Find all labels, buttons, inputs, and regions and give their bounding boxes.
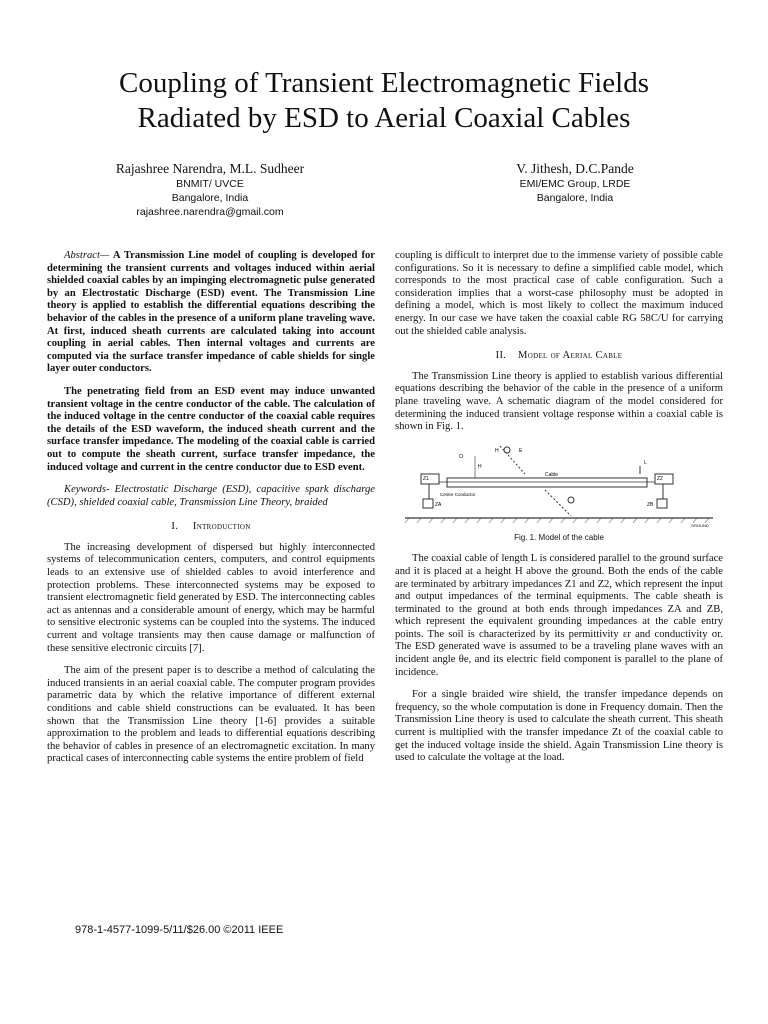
abstract-label: Abstract—: [64, 250, 110, 261]
cable-diagram: [395, 444, 725, 530]
origin-label: O: [459, 453, 463, 460]
section-number: II.: [495, 350, 507, 362]
h-field-top-icon: [504, 447, 510, 453]
za-label: ZA: [435, 501, 442, 508]
za-box: [423, 499, 433, 508]
z1-label: Z1: [423, 475, 429, 482]
abstract-paragraph-2: The penetrating field from an ESD event may induce unwanted transient voltage in the centre conductor of the cable. The calculation of the induced voltage in the centre conductor of the coaxial cable requires the details of the ESD waveform, the induced sheath current and the surface transfer impedance. The modeling of the coaxial cable is carried out to compute the sheath current, surface transfer impedance, the induced voltage and current in the centre conductor due to ESD event.: [47, 385, 375, 473]
right-column: [395, 250, 723, 775]
abstract: [47, 250, 375, 376]
cable-label: Cable: [545, 471, 559, 478]
zb-label: ZB: [647, 501, 654, 508]
intro-paragraph-2: The aim of the present paper is to describe a method of calculating the induced transients in an aerial coaxial cable. The computer program provides parametric data by which the relative importance of different external conditions and cable shield constructions can be evaluated. It has been shown that the Transmission Line theory [1-6] provides a suitable approximation to the problem and leads to differential equations describing the behavior of cables in presence of an electromagnetic excitation. In many practical cases of interconnecting cable systems the entire problem of field: [47, 665, 375, 765]
title-line-2: Radiated by ESD to Aerial Coaxial Cables: [137, 102, 631, 134]
author-affiliation: BNMIT/ UVCE: [176, 178, 244, 190]
author-affiliation: EMI/EMC Group, LRDE: [519, 178, 631, 190]
figure-cable-model: [395, 444, 725, 530]
evec-label: E: [519, 447, 523, 454]
hvec-label: H: [495, 447, 499, 454]
left-column: [47, 250, 375, 776]
author-block-2: [455, 160, 695, 205]
incident-wave-bottom: [545, 490, 571, 516]
copyright-footer: 978-1-4577-1099-5/11/$26.00 ©2011 IEEE: [75, 924, 284, 936]
author-names: V. Jithesh, D.C.Pande: [516, 161, 634, 176]
abstract-text: A Transmission Line model of coupling is developed for determining the transient currents and voltages induced within aerial shielded coaxial cables by an impinging electromagnetic pulse generated by an Electrostatic Discharge (ESD) event. The Transmission Line theory is applied to establish the differential equations describing the behavior of the cables in the presence of a uniform plane traveling wave. At first, induced sheath currents are calculated taking into account coupling in aerial cables. Then internal voltages and currents are computed via the surface transfer impedance of cable shields for single layer outer conductors.: [47, 250, 375, 375]
length-label: L: [644, 459, 647, 466]
model-paragraph-1: The Transmission Line theory is applied to establish various differential equations describing the behavior of the cable in the presence of a uniform plane traveling wave. A schematic diagram of the model considered for determining the induced transient voltage response within a coaxial cable is shown in Fig. 1.: [395, 370, 723, 433]
model-paragraph-3: For a single braided wire shield, the transfer impedance depends on frequency, so the whole computation is done in Frequency domain. Then the Transmission Line theory is used to calculate the sheath current. This sheath current is multiplied with the transfer impedance Zt of the coaxial cable to get the induced voltage inside the shield. Again Transmission Line theory is used to calculate the voltage at the load.: [395, 689, 723, 764]
ground-hatch: [405, 518, 709, 523]
section-number: I.: [171, 521, 179, 533]
author-email[interactable]: rajashree.narendra@gmail.com: [136, 206, 284, 218]
section-heading-introduction: [47, 521, 375, 534]
paper-title: [40, 66, 728, 136]
title-line-1: Coupling of Transient Electromagnetic Fields: [118, 67, 649, 99]
keywords: Keywords- Electrostatic Discharge (ESD), capacitive spark discharge (CSD), shielded coaxial cable, Transmission Line Theory, braided: [47, 484, 375, 508]
figure-caption: Fig. 1. Model of the cable: [514, 532, 604, 542]
section-title: Introduction: [192, 521, 251, 533]
cable-sheath: [447, 478, 647, 487]
section-heading-model: [395, 350, 723, 363]
intro-paragraph-1: The increasing development of dispersed but highly interconnected systems of telecommunication centers, computers, and control equipments leads to an extensive use of shielded cables to avoid interference and protection problems. These interconnected systems may be exposed to transient electromagnetic field generated by ESD. The interconnecting cables act as antennas and a considerable amount of energy, which may be harmful to sensitive electronic systems can be coupled into the systems. The induced current and voltage transients may then cause damage or malfunction of these sensitive electronic circuits [7].: [47, 541, 375, 654]
ground-label: GROUND: [691, 522, 709, 528]
section-title: Model of Aerial Cable: [518, 350, 623, 362]
right-paragraph-1: coupling is difficult to interpret due to the immense variety of possible cable configurations. So it is necessary to define a simplified cable model, which corresponds to the most practical case of cable configuration. Such a consideration implies that a worst-case philosophy must be adopted in defining a model, which is most likely to collect the maximum induced energy. In our case we have taken the coaxial cable RG 58C/U for carrying out the shielded cable analysis.: [395, 250, 723, 337]
centre-conductor-label: Centre Conductor: [440, 491, 476, 497]
zb-box: [657, 499, 667, 508]
author-block-1: [90, 160, 330, 219]
h-field-bottom-icon: [568, 497, 574, 503]
author-location: Bangalore, India: [171, 192, 249, 204]
height-label: H: [478, 463, 482, 470]
author-names: Rajashree Narendra, M.L. Sudheer: [115, 161, 305, 176]
model-paragraph-2: The coaxial cable of length L is considered parallel to the ground surface and it is placed at a height H above the ground. Both the ends of the cable are terminated by arbitrary impedances Z1 and Z2, which represent the input and output impedances of the terminal equipments. The cable sheath is terminated to the ground at both ends through impedances ZA and ZB, which represent the equivalent grounding impedances at the cable entry points. The soil is characterized by its permittivity εr and conductivity σr. The ESD generated wave is assumed to be a traveling plane waves with an incident angle θe, and its electric field component is parallel to the plane of incidence.: [395, 553, 723, 678]
z2-label: Z2: [657, 475, 663, 482]
author-location: Bangalore, India: [536, 192, 614, 204]
